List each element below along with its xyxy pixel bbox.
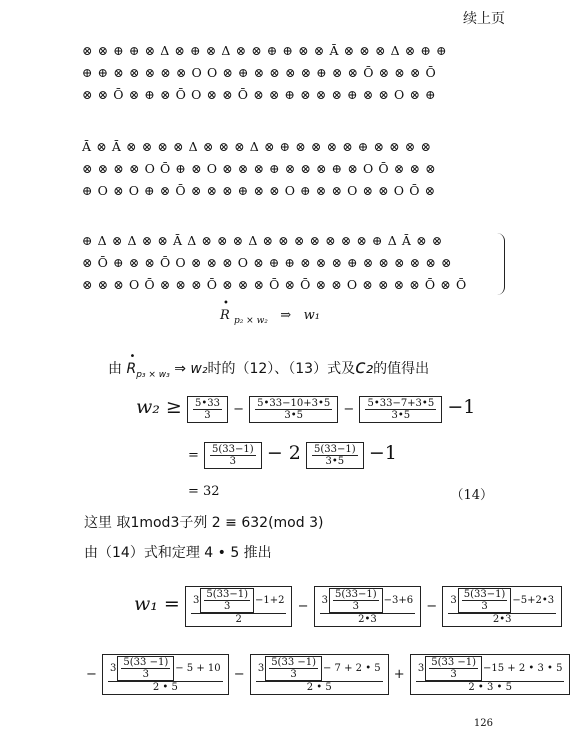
symbol-row: ⊗ ⊗ Ō ⊗ ⊕ ⊗ Ō O ⊗ ⊗ Ō ⊗ ⊗ ⊕ ⊗ ⊗ ⊗ ⊕ ⊗ ⊗ O ⊗ ⊕: [82, 87, 437, 102]
equation-5: − 3 $\frac{5(33 -1)}{3}$ − 5 + 10 2 • 5 − 3 $\frac{5(33 -1)}{3}$ − 7 + 2 • 5 2 • 5 + 3 $\frac{5(33 -1)}{3}$ −15 + 2 • 3 • 5 2 • 3 • 5: [86, 654, 571, 695]
equation-1: w₂ ≥ $\frac{5•33}{3}$ − $\frac{5•33-10+3•5}{3•5}$ − $\frac{5•33-7+3•5}{3•5}$ −1: [136, 396, 476, 421]
symbol-block-3: [82, 230, 502, 296]
symbol-row: ⊕ ⊕ ⊗ ⊗ ⊗ ⊗ ⊗ O O ⊗ ⊕ ⊗ ⊗ ⊗ ⊗ ⊕ ⊗ ⊗ Ō ⊗ ⊗ ⊗ Ō: [82, 65, 437, 80]
page-number: 126: [473, 718, 493, 729]
equation-3: = 32: [188, 484, 220, 499]
r-relation: • R $_{p_2 \times w_2}$ ⇒ w₁: [220, 298, 320, 326]
equation-label-14: （14）: [450, 488, 493, 503]
text-line-2: 由（14）式和定理 4 • 5 推出: [84, 545, 272, 561]
equation-4: w₁ = 3 $\frac{5(33-1)}{3}$ −1+2 2 − 3 $\frac{5(33-1)}{3}$ −3+6 2•3 − 3 $\frac{5(33-1)}{3}$ −5+2•3 2•3: [134, 586, 563, 627]
text-line-1: 这里 取1mod3子列 2 ≡ 632(mod 3): [84, 515, 324, 531]
symbol-row: ⊕ Δ ⊗ Δ ⊗ ⊗ Ā Δ ⊗ ⊗ ⊗ Δ ⊗ ⊗ ⊗ ⊗ ⊗ ⊗ ⊗ ⊕ Δ Ā ⊗ ⊗: [82, 233, 443, 248]
equation-2: = $\frac{5(33-1)}{3}$ − 2 $\frac{5(33-1)}{3•5}$ −1: [188, 442, 397, 467]
symbol-row: Ā ⊗ Ā ⊗ ⊗ ⊗ ⊗ Δ ⊗ ⊗ ⊗ Δ ⊗ ⊕ ⊗ ⊗ ⊗ ⊗ ⊕ ⊗ ⊗ ⊗ ⊗: [82, 139, 432, 154]
symbol-row: ⊗ ⊗ ⊗ O Ō ⊗ ⊗ ⊗ Ō ⊗ ⊗ ⊗ Ō ⊗ Ō ⊗ ⊗ O ⊗ ⊗ ⊗ ⊗ Ō ⊗ Ō: [82, 277, 467, 292]
right-brace: [496, 233, 505, 295]
symbol-row: ⊗ ⊗ ⊕ ⊕ ⊗ Δ ⊗ ⊕ ⊗ Δ ⊗ ⊗ ⊕ ⊕ ⊗ ⊗ Ā ⊗ ⊗ ⊗ Δ ⊗ ⊕ ⊕: [82, 43, 448, 58]
symbol-block-1: [82, 40, 502, 106]
symbol-row: ⊗ ⊗ ⊗ ⊗ O Ō ⊕ ⊗ O ⊗ ⊗ ⊗ ⊕ ⊗ ⊗ ⊗ ⊕ ⊗ O Ō ⊗ ⊗ ⊗: [82, 161, 437, 176]
symbol-row: ⊗ Ō ⊕ ⊗ ⊗ Ō O ⊗ ⊗ ⊗ O ⊗ ⊕ ⊕ ⊗ ⊗ ⊗ ⊕ ⊗ ⊗ ⊗ ⊗ ⊗ ⊗: [82, 255, 453, 270]
r-dot-symbol: • R: [220, 298, 230, 323]
continued-label: 续上页: [463, 11, 505, 27]
intro-line: 由 • $R_{p_3 \times w_3}$ ⇒ w₂时的（12）、（13）式及c₂的值得出: [108, 351, 430, 380]
symbol-row: ⊕ O ⊗ O ⊕ ⊗ Ō ⊗ ⊗ ⊗ ⊕ ⊗ ⊗ O ⊕ ⊗ ⊗ O ⊗ ⊗ O Ō ⊗: [82, 183, 436, 198]
symbol-block-2: [82, 136, 502, 202]
